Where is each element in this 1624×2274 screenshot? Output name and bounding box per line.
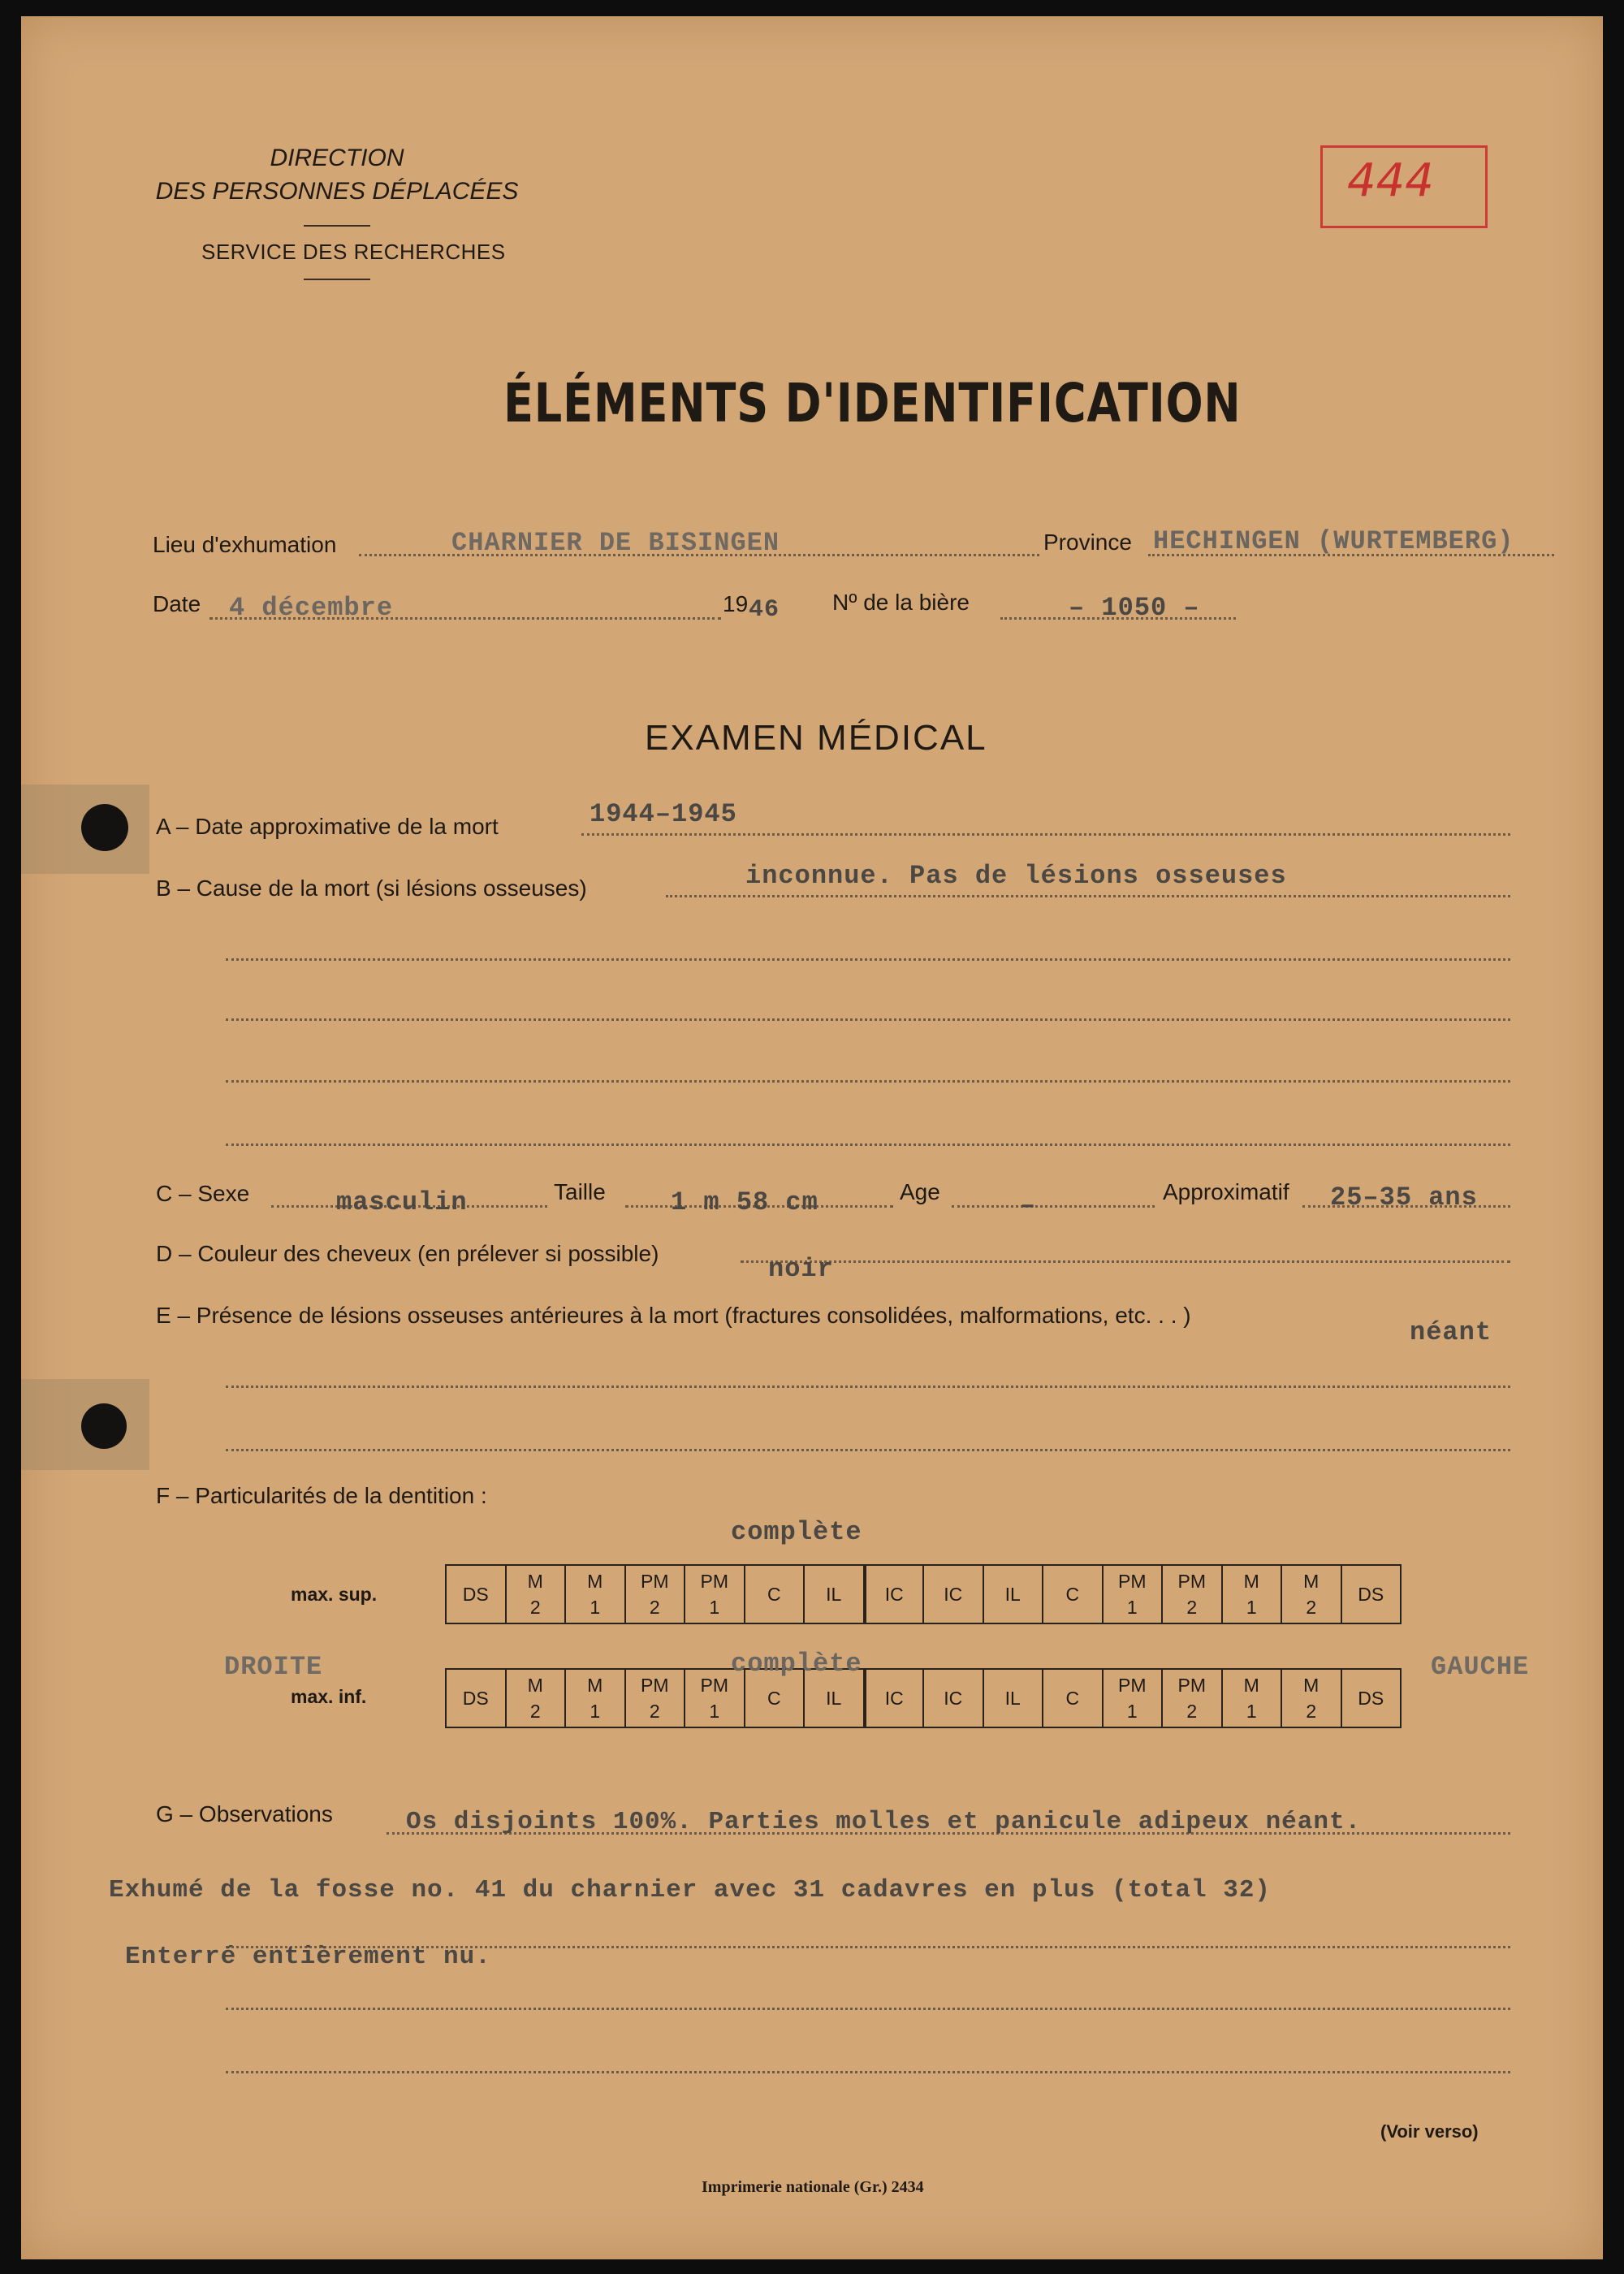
max-inf-label: max. inf. bbox=[291, 1686, 367, 1707]
upper-tooth-cell bbox=[1042, 1564, 1104, 1624]
tooth-number: 1 bbox=[590, 1701, 601, 1722]
header-rule-1 bbox=[304, 225, 370, 227]
upper-tooth-cell bbox=[564, 1564, 626, 1624]
section-d-dotline bbox=[741, 1260, 1510, 1263]
lower-tooth-cell bbox=[1102, 1668, 1164, 1728]
tooth-label: IC bbox=[884, 1688, 904, 1709]
date-value: 4 décembre bbox=[229, 593, 394, 623]
tooth-label: PM bbox=[1177, 1675, 1206, 1696]
section-f-label: F – Particularités de la dentition : bbox=[156, 1483, 487, 1508]
observations-line3: Enterré entièrement nu. bbox=[125, 1943, 491, 1971]
section-c-label: C – Sexe bbox=[156, 1181, 250, 1206]
tooth-label: DS bbox=[1358, 1688, 1384, 1709]
direction-line2: DES PERSONNES DÉPLACÉES bbox=[155, 178, 519, 205]
droite-label: DROITE bbox=[224, 1652, 323, 1682]
lower-teeth-note: complète bbox=[731, 1649, 862, 1679]
province-value: HECHINGEN (WURTEMBERG) bbox=[1153, 526, 1514, 556]
upper-tooth-cell bbox=[922, 1564, 984, 1624]
tooth-label: PM bbox=[700, 1571, 728, 1592]
lower-tooth-cell bbox=[505, 1668, 567, 1728]
upper-tooth-cell bbox=[744, 1564, 806, 1624]
tooth-label: PM bbox=[641, 1675, 669, 1696]
section-e-line2 bbox=[226, 1386, 1510, 1388]
upper-tooth-cell bbox=[1102, 1564, 1164, 1624]
tooth-label: PM bbox=[1177, 1571, 1206, 1592]
section-g-dotline4 bbox=[226, 2071, 1510, 2073]
tooth-label: M bbox=[587, 1571, 603, 1592]
tooth-number: 2 bbox=[1306, 1701, 1317, 1722]
upper-tooth-cell bbox=[1161, 1564, 1223, 1624]
tooth-label: DS bbox=[462, 1688, 489, 1709]
section-b-line2 bbox=[226, 958, 1510, 961]
upper-tooth-cell bbox=[1281, 1564, 1342, 1624]
tooth-label: PM bbox=[1118, 1675, 1147, 1696]
stamp-number: 444 bbox=[1347, 154, 1434, 207]
tooth-number: 1 bbox=[1126, 1701, 1138, 1722]
file-number-stamp bbox=[1320, 145, 1488, 228]
lower-tooth-cell bbox=[1042, 1668, 1104, 1728]
tooth-number: 1 bbox=[1246, 1597, 1257, 1618]
lieu-label: Lieu d'exhumation bbox=[153, 532, 337, 557]
biere-value: – 1050 – bbox=[1069, 593, 1200, 623]
tooth-label: IC bbox=[884, 1584, 904, 1605]
tooth-number: 2 bbox=[529, 1701, 541, 1722]
tooth-label: C bbox=[767, 1688, 781, 1709]
section-b-line4 bbox=[226, 1080, 1510, 1083]
upper-tooth-cell bbox=[684, 1564, 745, 1624]
tooth-number: 1 bbox=[709, 1701, 720, 1722]
section-b-label: B – Cause de la mort (si lésions osseuses) bbox=[156, 875, 587, 901]
age-value: – bbox=[1020, 1191, 1037, 1221]
observations-line1: Os disjoints 100%. Parties molles et panicule adipeux néant. bbox=[406, 1808, 1362, 1836]
section-d-label: D – Couleur des cheveux (en prélever si possible) bbox=[156, 1241, 659, 1266]
form-sheet bbox=[21, 16, 1603, 2259]
voir-verso: (Voir verso) bbox=[1380, 2121, 1479, 2142]
observations-line2: Exhumé de la fosse no. 41 du charnier avec 31 cadavres en plus (total 32) bbox=[109, 1876, 1272, 1904]
punch-hole-bottom bbox=[81, 1403, 127, 1449]
lower-tooth-cell bbox=[863, 1668, 925, 1728]
service-name: SERVICE DES RECHERCHES bbox=[201, 240, 506, 264]
tooth-label: M bbox=[1303, 1675, 1320, 1696]
taille-label: Taille bbox=[554, 1179, 606, 1204]
tooth-number: 1 bbox=[590, 1597, 601, 1618]
year-typed: 46 bbox=[749, 596, 780, 624]
taille-value: 1 m 58 cm bbox=[671, 1187, 818, 1217]
tooth-label: M bbox=[587, 1675, 603, 1696]
tooth-label: IC bbox=[944, 1584, 963, 1605]
section-b-line3 bbox=[226, 1018, 1510, 1021]
section-a-dotline bbox=[581, 833, 1510, 836]
tooth-label: PM bbox=[1118, 1571, 1147, 1592]
max-sup-label: max. sup. bbox=[291, 1584, 378, 1605]
age-label: Age bbox=[900, 1179, 940, 1204]
gauche-label: GAUCHE bbox=[1431, 1652, 1530, 1682]
upper-tooth-cell bbox=[1221, 1564, 1283, 1624]
section-g-label: G – Observations bbox=[156, 1801, 333, 1827]
lower-tooth-cell bbox=[922, 1668, 984, 1728]
tooth-label: DS bbox=[1358, 1584, 1384, 1605]
tooth-number: 1 bbox=[1246, 1701, 1257, 1722]
tooth-label: C bbox=[767, 1584, 781, 1605]
sexe-value: masculin bbox=[336, 1187, 468, 1217]
tooth-label: IL bbox=[1004, 1584, 1021, 1605]
section-b-value: inconnue. Pas de lésions osseuses bbox=[745, 861, 1287, 891]
tooth-label: M bbox=[1243, 1675, 1259, 1696]
tooth-label: M bbox=[1303, 1571, 1320, 1592]
lower-tooth-cell bbox=[564, 1668, 626, 1728]
direction-line1: DIRECTION bbox=[270, 145, 404, 171]
tooth-number: 2 bbox=[1306, 1597, 1317, 1618]
punch-hole-top bbox=[81, 804, 128, 851]
tooth-label: IL bbox=[826, 1688, 842, 1709]
tooth-label: DS bbox=[462, 1584, 489, 1605]
page-title: ÉLÉMENTS D'IDENTIFICATION bbox=[503, 372, 1242, 434]
section-e-line3 bbox=[226, 1449, 1510, 1451]
tooth-number: 2 bbox=[1186, 1597, 1198, 1618]
date-label: Date bbox=[153, 591, 201, 616]
lower-tooth-cell bbox=[1341, 1668, 1402, 1728]
upper-tooth-cell bbox=[1341, 1564, 1402, 1624]
tooth-label: PM bbox=[641, 1571, 669, 1592]
lower-tooth-cell bbox=[624, 1668, 686, 1728]
tooth-number: 2 bbox=[649, 1597, 660, 1618]
section-a-value: 1944–1945 bbox=[590, 799, 737, 829]
lower-tooth-cell bbox=[1161, 1668, 1223, 1728]
header-rule-2 bbox=[304, 279, 370, 280]
tooth-label: M bbox=[1243, 1571, 1259, 1592]
tooth-number: 1 bbox=[709, 1597, 720, 1618]
upper-tooth-cell bbox=[505, 1564, 567, 1624]
section-e-label: E – Présence de lésions osseuses antérieures à la mort (fractures consolidées, malformations, etc. . . ) bbox=[156, 1303, 1191, 1328]
lower-tooth-cell bbox=[1221, 1668, 1283, 1728]
section-e-value: néant bbox=[1410, 1317, 1492, 1347]
age-dotline bbox=[952, 1205, 1155, 1208]
upper-tooth-cell bbox=[983, 1564, 1044, 1624]
tooth-number: 2 bbox=[649, 1701, 660, 1722]
upper-tooth-cell bbox=[863, 1564, 925, 1624]
upper-tooth-cell bbox=[445, 1564, 507, 1624]
lower-tooth-cell bbox=[1281, 1668, 1342, 1728]
tooth-label: IL bbox=[1004, 1688, 1021, 1709]
tooth-number: 2 bbox=[529, 1597, 541, 1618]
approx-value: 25–35 ans bbox=[1330, 1182, 1478, 1213]
upper-tooth-cell bbox=[803, 1564, 865, 1624]
tooth-number: 2 bbox=[1186, 1701, 1198, 1722]
section-d-value: noir bbox=[768, 1254, 834, 1284]
year-printed: 19 bbox=[723, 591, 749, 616]
upper-teeth-note: complète bbox=[731, 1517, 862, 1547]
exam-title: EXAMEN MÉDICAL bbox=[645, 718, 987, 758]
tooth-label: IL bbox=[826, 1584, 842, 1605]
tooth-label: M bbox=[527, 1675, 543, 1696]
lower-tooth-cell bbox=[983, 1668, 1044, 1728]
tooth-number: 1 bbox=[1126, 1597, 1138, 1618]
lower-tooth-cell bbox=[445, 1668, 507, 1728]
imprimerie-footer: Imprimerie nationale (Gr.) 2434 bbox=[702, 2178, 924, 2196]
tooth-label: C bbox=[1065, 1584, 1080, 1605]
section-a-label: A – Date approximative de la mort bbox=[156, 814, 499, 839]
section-b-dotline bbox=[666, 895, 1510, 897]
province-label: Province bbox=[1043, 530, 1132, 555]
lieu-value: CHARNIER DE BISINGEN bbox=[451, 528, 780, 558]
tooth-label: M bbox=[527, 1571, 543, 1592]
section-g-dotline3 bbox=[226, 2008, 1510, 2010]
section-b-line5 bbox=[226, 1143, 1510, 1146]
approx-label: Approximatif bbox=[1163, 1179, 1289, 1204]
tooth-label: C bbox=[1065, 1688, 1080, 1709]
tooth-label: IC bbox=[944, 1688, 963, 1709]
upper-tooth-cell bbox=[624, 1564, 686, 1624]
tooth-label: PM bbox=[700, 1675, 728, 1696]
biere-label: Nº de la bière bbox=[832, 590, 970, 615]
